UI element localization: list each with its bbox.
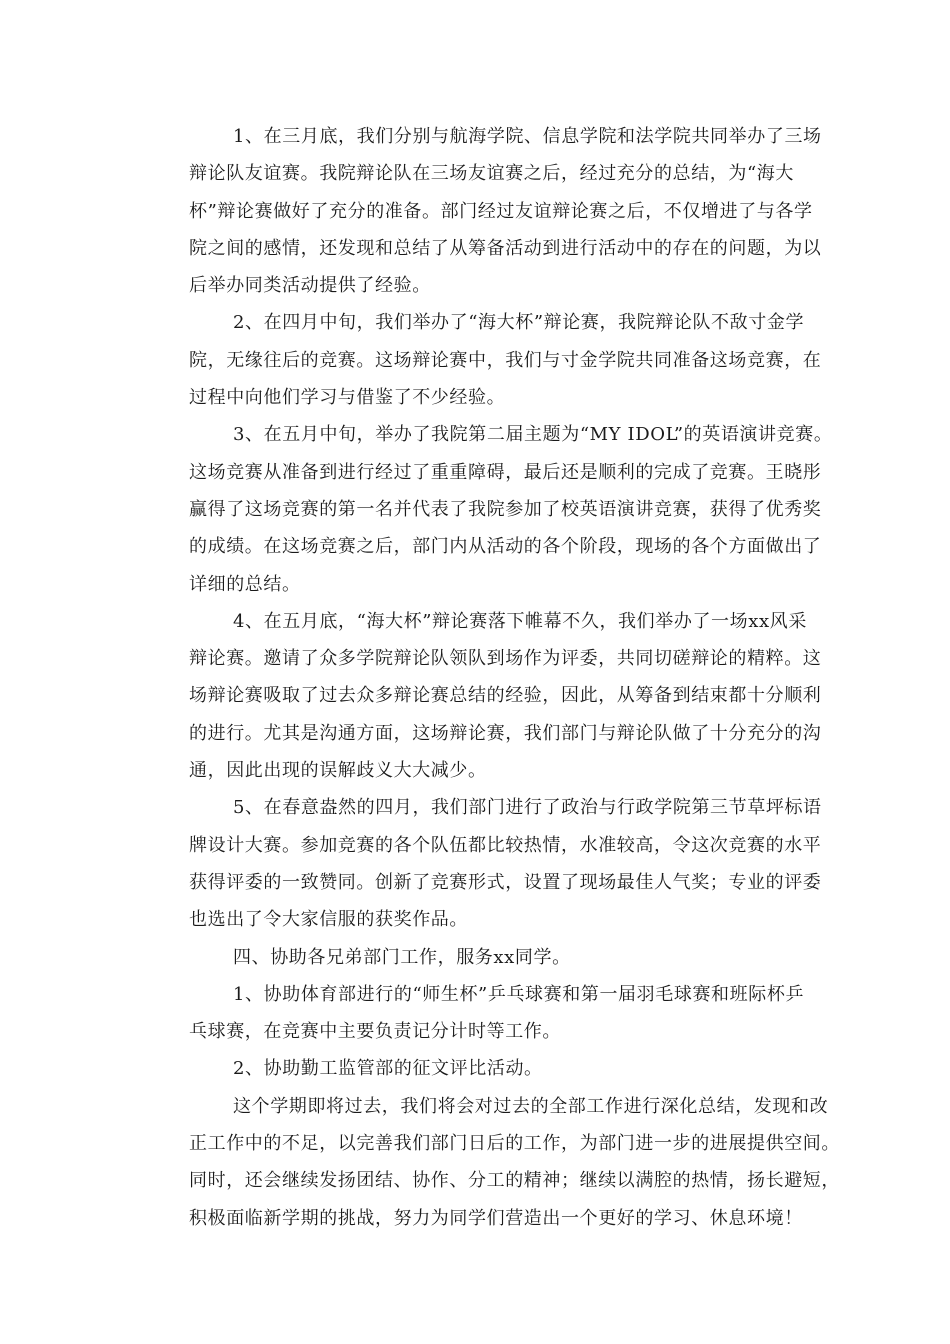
text-line: 同时，还会继续发扬团结、协作、分工的精神；继续以满腔的热情，扬长避短， xyxy=(189,1170,840,1192)
text-line: 1、协助体育部进行的“师生杯”乒乓球赛和第一届羽毛球赛和班际杯乒 xyxy=(233,983,805,1005)
text-line: 正工作中的不足，以完善我们部门日后的工作，为部门进一步的进展提供空间。 xyxy=(189,1133,840,1155)
text-line: 3、在五月中旬，举办了我院第二届主题为“MY IDOL”的英语演讲竞赛。 xyxy=(233,424,833,446)
text-line: 过程中向他们学习与借鉴了不少经验。 xyxy=(189,387,506,409)
paragraph-slogan-design xyxy=(145,789,822,938)
text-line: 2、在四月中旬，我们举办了“海大杯”辩论赛，我院辩论队不敌寸金学 xyxy=(233,312,805,334)
text-line: 场辩论赛吸取了过去众多辩论赛总结的经验，因此，从筹备到结束都十分顺利 xyxy=(189,685,822,707)
text-line: 乓球赛，在竞赛中主要负责记分计时等工作。 xyxy=(189,1021,561,1043)
paragraph-english-speech xyxy=(145,416,833,602)
text-line: 1、在三月底，我们分别与航海学院、信息学院和法学院共同举办了三场 xyxy=(233,126,822,147)
text-line: 辩论队友谊赛。我院辩论队在三场友谊赛之后，经过充分的总结，为“海大 xyxy=(189,163,794,185)
text-line: 也选出了令大家信服的获奖作品。 xyxy=(189,909,468,931)
text-line: 赢得了这场竞赛的第一名并代表了我院参加了校英语演讲竞赛，获得了优秀奖 xyxy=(189,498,822,520)
paragraph-conclusion xyxy=(145,1088,840,1237)
text-line: 这场竞赛从准备到进行经过了重重障碍，最后还是顺利的完成了竞赛。王晓彤 xyxy=(189,461,822,483)
text-line: 通，因此出现的误解歧义大大减少。 xyxy=(189,760,487,782)
text-line: 积极面临新学期的挑战，努力为同学们营造出一个更好的学习、休息环境！ xyxy=(189,1207,803,1229)
text-line: 后举办同类活动提供了经验。 xyxy=(189,275,431,297)
document-body xyxy=(145,118,840,1237)
paragraph-essay-assist xyxy=(145,1050,807,1087)
text-line: 的成绩。在这场竞赛之后，部门内从活动的各个阶段，现场的各个方面做出了 xyxy=(189,536,822,558)
paragraph-style-debate xyxy=(145,603,822,789)
text-line: 5、在春意盎然的四月，我们部门进行了政治与行政学院第三节草坪标语 xyxy=(233,797,822,819)
text-line: 的进行。尤其是沟通方面，这场辩论赛，我们部门与辩论队做了十分充分的沟 xyxy=(189,722,822,744)
text-line: 牌设计大赛。参加竞赛的各个队伍都比较热情，水准较高，令这次竞赛的水平 xyxy=(189,834,822,856)
paragraph-debate-friendly xyxy=(145,118,822,304)
text-line: 这个学期即将过去，我们将会对过去的全部工作进行深化总结，发现和改 xyxy=(233,1095,829,1117)
text-line: 院，无缘往后的竞赛。这场辩论赛中，我们与寸金学院共同准备这场竞赛，在 xyxy=(189,349,822,371)
section-heading-assist xyxy=(145,939,807,976)
paragraph-haida-cup xyxy=(145,304,822,416)
text-line: 杯”辩论赛做好了充分的准备。部门经过友谊辩论赛之后，不仅增进了与各学 xyxy=(189,200,813,222)
text-line: 辩论赛。邀请了众多学院辩论队领队到场作为评委，共同切磋辩论的精粹。这 xyxy=(189,648,822,670)
text-line: 院之间的感情，还发现和总结了从筹备活动到进行活动中的存在的问题，为以 xyxy=(189,237,822,259)
text-line: 获得评委的一致赞同。创新了竞赛形式，设置了现场最佳人气奖；专业的评委 xyxy=(189,871,822,893)
paragraph-sports-assist xyxy=(145,976,807,1051)
text-line: 详细的总结。 xyxy=(189,573,301,595)
text-line: 4、在五月底，“海大杯”辩论赛落下帷幕不久，我们举办了一场xx风采 xyxy=(233,610,807,632)
text-line: 2、协助勤工监管部的征文评比活动。 xyxy=(233,1058,543,1080)
text-line: 四、协助各兄弟部门工作，服务xx同学。 xyxy=(233,946,571,968)
